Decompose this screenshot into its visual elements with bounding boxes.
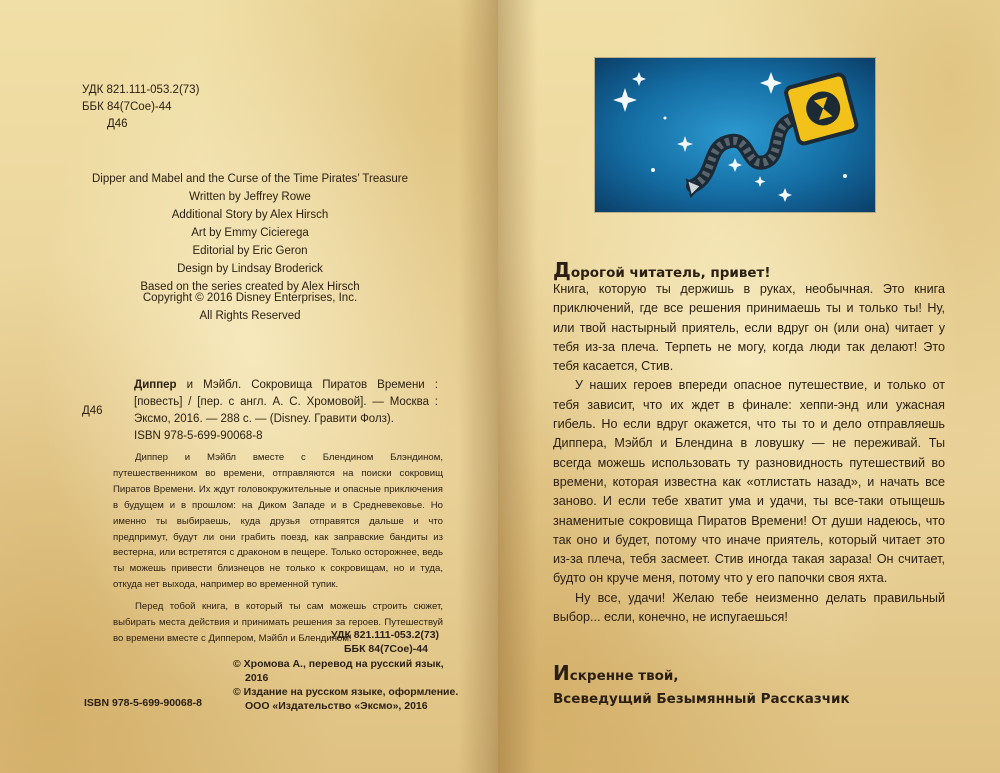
udc-header <box>82 82 199 133</box>
rights-line: © Хромова А., перевод на русский язык, 2016 <box>233 658 444 684</box>
annotation-paragraph: Диппер и Мэйбл вместе с Блендином Блэндином, путешественником во времени, отправляются на поиски сокровищ Пиратов Времени. Их ждут головокружительные и опасные приключения в будущем и в прошлом: на Диком Западе и в Средневековье. Но именно ты выбираешь, куда друзья отправятся дальше и что предпримут, будут ли они грабить поезд, как заправские бандиты из вестерна, или встретятся с драконом в пещере. Только осторожнее, ведь ты можешь привести близнецов не только к сокровищам, но и туда, откуда нет выхода, например во временной тупик. <box>113 452 443 591</box>
letter-paragraph: У наших героев впереди опасное путешествие, и только от тебя зависит, что их ждет в финале: хеппи-энд или ужасная гибель. Но если вдруг окажется, что ты то и дело отправляешь Диппера, Мэйбл и Блендина в ловушку — не переживай. Ты всегда можешь использовать ту разновидность путешествий во времени, которая известна как «отлистать назад», и начать все заново. И если тебе хватит ума и удачи, ты все-таки отыщешь знаменитые сокровища Пиратов Времени! От души надеюсь, что так оно и будет, потому что иначе приятель, который читает это из-за плеча, тебя засмеет. Стив иногда такая зараза! Он считает, будто он круче меня, потому что у его папочки своя яхта. <box>553 378 945 586</box>
credit-line: Editorial by Eric Geron <box>192 245 308 257</box>
annotation <box>113 450 443 647</box>
greeting-text: орогой читатель, привет! <box>570 265 771 281</box>
greeting-heading <box>553 258 771 282</box>
signoff-initial: И <box>553 661 570 685</box>
credit-line: Dipper and Mabel and the Curse of the Time Pirates’ Treasure <box>92 173 408 185</box>
biblio-heading: Диппер <box>134 379 177 391</box>
narrator-signature: Всеведущий Безымянный Рассказчик <box>553 691 850 707</box>
letter-paragraph: Книга, которую ты держишь в руках, необычная. Это книга приключений, где все решения принимаешь ты и только ты! Ну, или твой настырный приятель, если вдруг он (или она) читает у тебя из-за плеча. Терпеть не могу, когда люди так делают! Это тебя касается, Стив. <box>553 282 945 374</box>
udc-code: УДК 821.111-053.2(73) <box>82 84 200 96</box>
credit-line: Art by Emmy Cicierega <box>191 227 309 239</box>
isbn-bottom: ISBN 978-5-699-90068-8 <box>84 697 202 709</box>
bbk-code: ББК 84(7Сое)-44 <box>82 101 172 113</box>
signoff <box>553 662 850 711</box>
letter-paragraph: Ну все, удачи! Желаю тебе неизменно делать правильный выбор... если, конечно, не испугаешься! <box>553 590 945 625</box>
credit-line: Based on the series created by Alex Hirsch <box>140 281 360 293</box>
credit-line: Additional Story by Alex Hirsch <box>171 209 329 221</box>
translation-rights <box>233 657 463 713</box>
signoff-line <box>553 662 850 688</box>
isbn-line: ISBN 978-5-699-90068-8 <box>134 430 263 442</box>
rights-line: © Издание на русском языке, оформление. ООО «Издательство «Эксмо», 2016 <box>233 686 459 712</box>
letter-body <box>553 280 945 627</box>
hourglass-measuring-tape-icon <box>595 58 875 212</box>
udc-footer <box>331 628 439 656</box>
rights-reserved-line: All Rights Reserved <box>199 310 301 322</box>
bbk-code-bottom: ББК 84(7Сое)-44 <box>344 643 428 655</box>
right-page <box>498 0 1000 773</box>
left-page <box>0 0 498 773</box>
udc-code-bottom: УДК 821.111-053.2(73) <box>331 629 440 641</box>
copyright-notice <box>60 289 440 325</box>
copyright-line: Copyright © 2016 Disney Enterprises, Inc. <box>142 292 358 304</box>
annotation-paragraph: Перед тобой книга, в который ты сам можешь строить сюжет, выбирать места действия и принимать решения за героев. Путешествуй во времени вместе с Диппером, Мэйбл и Блендином! <box>113 601 443 644</box>
signoff-text: скренне твой, <box>569 668 679 684</box>
credit-line: Design by Lindsay Broderick <box>177 263 323 275</box>
biblio-description: и Мэйбл. Сокровища Пиратов Времени : [повесть] / [пер. с англ. А. С. Хромовой]. — Москва : Эксмо, 2016. — 288 с. — (Disney. Гравити Фолз). <box>134 379 438 425</box>
credit-line: Written by Jeffrey Rowe <box>189 191 311 203</box>
author-mark-side: Д46 <box>82 405 103 417</box>
author-mark: Д46 <box>107 118 128 130</box>
bibliographic-record <box>134 377 438 428</box>
greeting-initial: Д <box>553 258 571 282</box>
original-credits <box>60 170 440 296</box>
